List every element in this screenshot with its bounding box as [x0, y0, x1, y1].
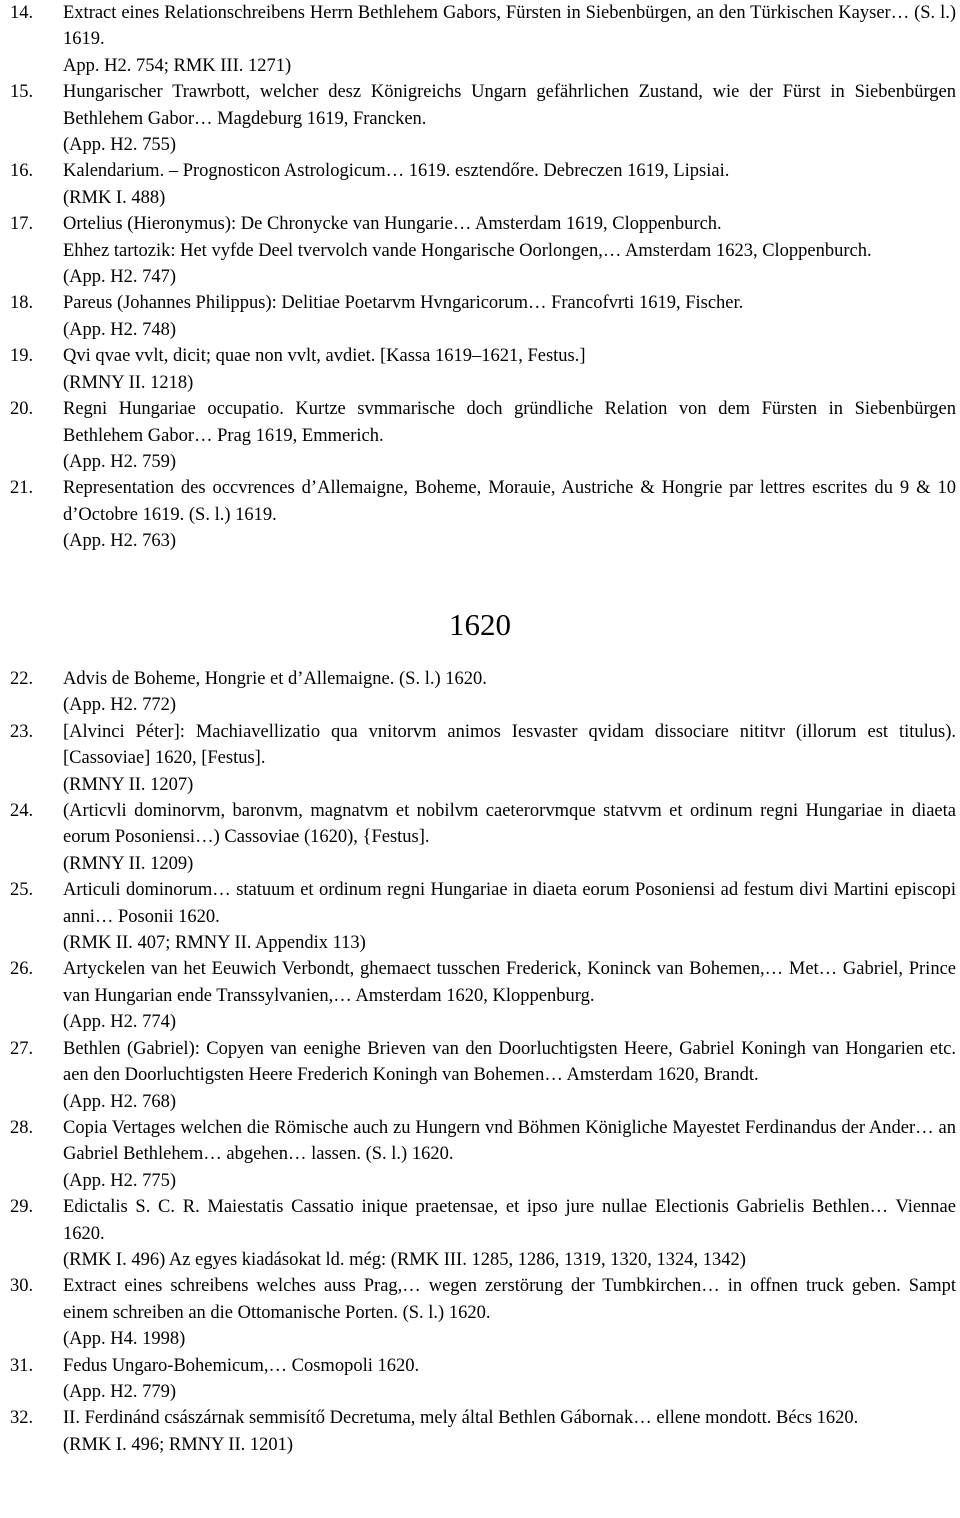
- bibliography-entry: [10, 1194, 956, 1273]
- bibliography-entry: [10, 666, 956, 719]
- entries-1619: [10, 0, 956, 555]
- entry-number: 23.: [10, 721, 34, 742]
- entry-number: 25.: [10, 880, 34, 901]
- entry-text: Copia Vertages welchen die Römische auch zu Hungern vnd Böhmen Königliche Mayestet Ferdinandus der Ander… an Gabriel Bethlehem… abgehen… lassen. (S. l.) 1620.: [63, 1117, 956, 1165]
- entries-1620: [10, 666, 956, 1458]
- entry-text: II. Ferdinánd császárnak semmisítő Decretuma, mely által Bethlen Gábornak… ellene mondott. Bécs 1620.: [63, 1408, 859, 1429]
- bibliography-entry: [10, 956, 956, 1035]
- entry-reference: (App. H2. 747): [63, 267, 177, 288]
- bibliography-entry: [10, 1036, 956, 1115]
- entry-number: 22.: [10, 669, 34, 689]
- bibliography-entry: [10, 475, 956, 554]
- entry-reference: (App. H2. 763): [63, 531, 177, 552]
- entry-reference: (RMNY II. 1218): [63, 372, 194, 393]
- entry-text: Kalendarium. – Prognosticon Astrologicum… 1619. esztendőre. Debreczen 1619, Lipsiai.: [63, 161, 730, 182]
- entry-text: Extract eines Relationschreibens Herrn Bethlehem Gabors, Fürsten in Siebenbürgen, an den Türkischen Kayser… (S. l.) 1619.: [63, 3, 956, 50]
- entry-text: Ortelius (Hieronymus): De Chronycke van Hungarie… Amsterdam 1619, Cloppenburch.: [63, 214, 722, 235]
- entry-reference: (App. H2. 755): [63, 135, 177, 156]
- entry-reference: (App. H2. 775): [63, 1170, 177, 1191]
- bibliography-entry: [10, 1405, 956, 1458]
- entry-number: 15.: [10, 82, 34, 103]
- entry-number: 16.: [10, 161, 34, 182]
- entry-reference: (App. H2. 779): [63, 1381, 177, 1402]
- bibliography-entry: [10, 1115, 956, 1194]
- entry-text: Representation des occvrences d’Allemaigne, Boheme, Morauie, Austriche & Hongrie par lettres escrites du 9 & 10 d’Octobre 1619. (S. l.) 1619.: [63, 478, 956, 525]
- entry-reference: (App. H2. 748): [63, 319, 177, 340]
- bibliography-entry: [10, 719, 956, 798]
- entry-number: 26.: [10, 959, 34, 980]
- bibliography-entry: [10, 1353, 956, 1406]
- entry-text: Pareus (Johannes Philippus): Delitiae Poetarvm Hvngaricorum… Francofvrti 1619, Fischer.: [63, 293, 744, 314]
- bibliography-entry: [10, 0, 956, 79]
- entry-text: Bethlen (Gabriel): Copyen van eenighe Brieven van den Doorluchtigsten Heere, Gabriel Koningh van Hongarien etc. aen den Doorluchtigsten Heere Frederich Koningh van Bohemen… Amsterdam 1620, Brandt.: [63, 1038, 956, 1086]
- entry-text: Hungarischer Trawrbott, welcher desz Königreichs Ungarn gefährlichen Zustand, wie der Fürst in Siebenbürgen Bethlehem Gabor… Magdeburg 1619, Francken.: [63, 82, 956, 129]
- bibliography-entry: [10, 79, 956, 158]
- entry-number: 14.: [10, 3, 34, 23]
- entry-number: 31.: [10, 1355, 34, 1376]
- entry-text: Fedus Ungaro-Bohemicum,… Cosmopoli 1620.: [63, 1355, 420, 1376]
- entry-reference: (RMK II. 407; RMNY II. Appendix 113): [63, 933, 366, 954]
- bibliography-entry: [10, 343, 956, 396]
- entry-text: Extract eines schreibens welches auss Prag,… wegen zerstörung der Tumbkirchen… in offnen truck geben. Sampt einem schreiben an die Ottomanische Porten. (S. l.) 1620.: [63, 1276, 956, 1323]
- entry-number: 18.: [10, 293, 34, 314]
- entry-reference: (App. H2. 759): [63, 451, 177, 472]
- entry-reference: (RMNY II. 1207): [63, 774, 194, 795]
- bibliography-entry: [10, 877, 956, 956]
- bibliography-entry: [10, 396, 956, 475]
- entry-reference: (RMK I. 496) Az egyes kiadásokat ld. még: (RMK III. 1285, 1286, 1319, 1320, 1324, 1342): [63, 1249, 746, 1270]
- entry-text: Advis de Boheme, Hongrie et d’Allemaigne. (S. l.) 1620.: [63, 669, 487, 689]
- entry-number: 28.: [10, 1117, 34, 1138]
- entry-number: 29.: [10, 1197, 34, 1218]
- entry-text: Regni Hungariae occupatio. Kurtze svmmarische doch gründliche Relation von dem Fürsten in Siebenbürgen Bethlehem Gabor… Prag 1619, Emmerich.: [63, 399, 956, 446]
- entry-text: Qvi qvae vvlt, dicit; quae non vvlt, avdiet. [Kassa 1619–1621, Festus.]: [63, 346, 586, 367]
- entry-number: 19.: [10, 346, 34, 367]
- bibliography-entry: [10, 798, 956, 877]
- entry-reference: (RMK I. 488): [63, 187, 166, 208]
- entry-text: [Alvinci Péter]: Machiavellizatio qua vnitorvm animos Iesvaster qvidam dissociare nititvr (illorum est titulus). [Cassoviae] 1620, [Festus].: [63, 721, 956, 769]
- entry-number: 32.: [10, 1408, 34, 1429]
- entry-supplement: Ehhez tartozik: Het vyfde Deel tvervolch vande Hongarische Oorlongen,… Amsterdam 1623, Cloppenburch.: [63, 240, 872, 261]
- entry-text: Edictalis S. C. R. Maiestatis Cassatio inique praetensae, et ipso jure nullae Electionis Gabrielis Bethlen… Viennae 1620.: [63, 1197, 956, 1244]
- bibliography-entry: [10, 290, 956, 343]
- bibliography-entry: [10, 158, 956, 211]
- entry-number: 27.: [10, 1038, 34, 1059]
- entry-number: 20.: [10, 399, 34, 420]
- entry-number: 24.: [10, 801, 34, 822]
- entry-reference: (RMK I. 496; RMNY II. 1201): [63, 1434, 294, 1455]
- entry-number: 21.: [10, 478, 34, 499]
- entry-reference: (App. H2. 774): [63, 1012, 177, 1033]
- entry-reference: App. H2. 754; RMK III. 1271): [63, 55, 292, 76]
- entry-text: Artyckelen van het Eeuwich Verbondt, ghemaect tusschen Frederick, Koninck van Bohemen,… Met… Gabriel, Prince van Hungarian ende Transsylvanien,… Amsterdam 1620, Kloppenburg.: [63, 959, 956, 1006]
- bibliography-entry: [10, 211, 956, 290]
- entry-number: 17.: [10, 214, 34, 235]
- entry-number: 30.: [10, 1276, 34, 1297]
- bibliography-entry: [10, 1273, 956, 1352]
- entry-reference: (App. H2. 772): [63, 695, 177, 716]
- entry-reference: (App. H2. 768): [63, 1091, 177, 1112]
- entry-text: Articuli dominorum… statuum et ordinum regni Hungariae in diaeta eorum Posoniensi ad festum divi Martini episcopi anni… Posonii 1620.: [63, 880, 956, 927]
- entry-reference: (App. H4. 1998): [63, 1329, 186, 1350]
- entry-reference: (RMNY II. 1209): [63, 853, 194, 874]
- year-heading: 1620: [449, 607, 511, 642]
- entry-text: (Articvli dominorvm, baronvm, magnatvm et nobilvm caeterorvmque statvvm et ordinum regni Hungariae in diaeta eorum Posoniensi…) Cassoviae (1620), {Festus].: [63, 801, 956, 848]
